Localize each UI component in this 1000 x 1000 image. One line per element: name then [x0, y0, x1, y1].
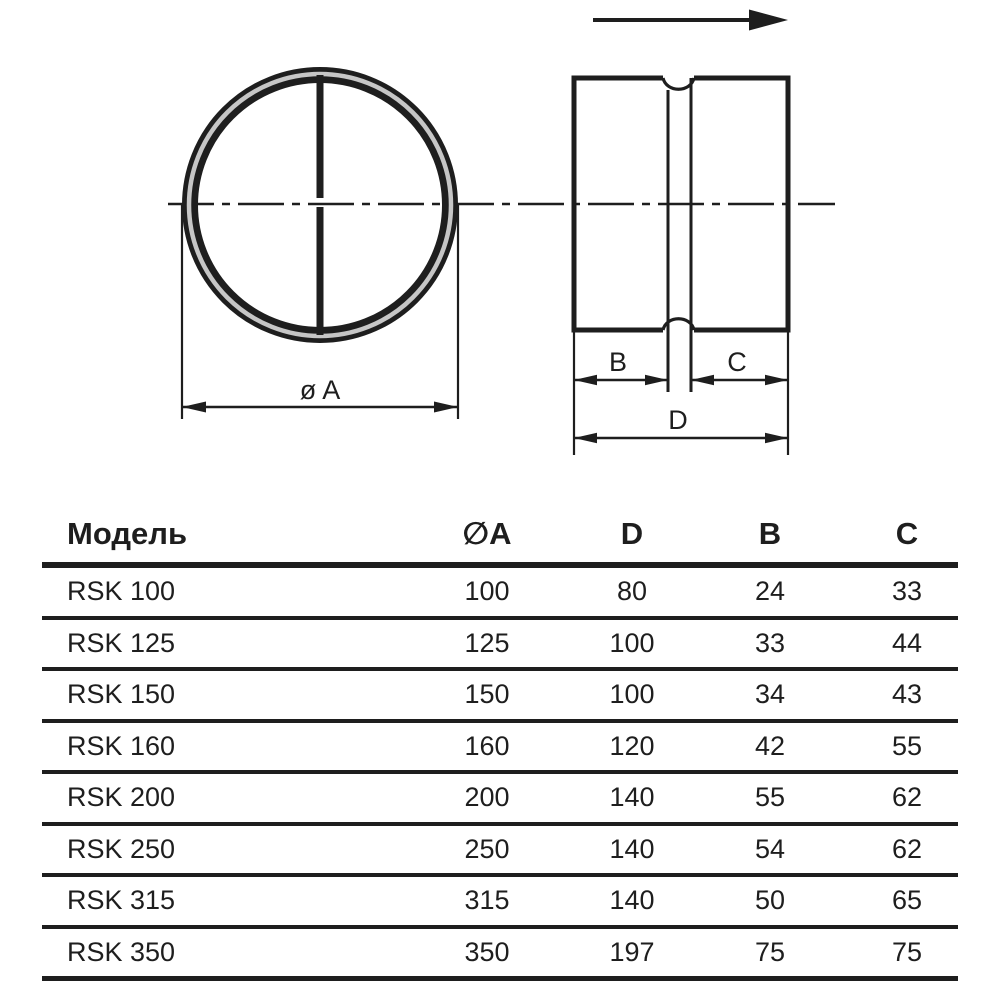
table-row	[42, 723, 958, 775]
bead-notch-top	[663, 78, 694, 89]
c-cell: 44	[891, 627, 923, 658]
b-cell: 34	[754, 679, 786, 709]
d-cell: 100	[609, 679, 655, 709]
d-cell: 140	[609, 885, 655, 915]
duct-connector-drawing	[0, 0, 1000, 470]
b-label: B	[608, 347, 628, 377]
dimension-d	[574, 405, 788, 443]
table-row	[42, 568, 958, 620]
c-cell: 65	[891, 885, 923, 915]
a-cell: 150	[464, 679, 510, 709]
dimension-c	[691, 347, 788, 385]
a-cell: 250	[464, 833, 510, 864]
header-model: Модель	[67, 516, 188, 551]
a-cell: 315	[464, 885, 510, 915]
header-c: C	[895, 516, 919, 551]
c-cell: 62	[891, 833, 923, 864]
table-row	[42, 620, 958, 672]
model-cell: RSK 160	[67, 730, 176, 761]
table-row	[42, 929, 958, 982]
b-cell: 50	[754, 885, 786, 915]
table-header-row	[42, 505, 958, 568]
d-cell: 140	[609, 833, 655, 864]
b-cell: 24	[754, 576, 786, 606]
header-b: B	[758, 516, 782, 551]
c-label: C	[727, 347, 747, 377]
d-cell: 197	[609, 936, 655, 967]
model-cell: RSK 350	[67, 936, 176, 967]
header-d: D	[620, 516, 644, 551]
a-cell: 100	[464, 576, 510, 606]
table-row	[42, 671, 958, 723]
flow-direction-arrow-icon	[593, 10, 788, 31]
model-cell: RSK 150	[67, 679, 176, 709]
a-cell: 125	[464, 627, 510, 658]
a-cell: 350	[464, 936, 510, 967]
diameter-a-label: ø A	[299, 375, 341, 405]
c-cell: 43	[891, 679, 923, 709]
b-cell: 54	[754, 833, 786, 864]
b-cell: 33	[754, 627, 786, 658]
d-cell: 120	[609, 730, 655, 761]
d-cell: 140	[609, 782, 655, 812]
model-cell: RSK 200	[67, 782, 176, 812]
model-cell: RSK 100	[67, 576, 176, 606]
b-cell: 55	[754, 782, 786, 812]
model-cell: RSK 315	[67, 885, 176, 915]
c-cell: 62	[891, 782, 923, 812]
model-cell: RSK 125	[67, 627, 176, 658]
model-cell: RSK 250	[67, 833, 176, 864]
c-cell: 33	[891, 576, 923, 606]
d-label: D	[668, 405, 688, 435]
c-cell: 75	[891, 936, 923, 967]
spec-table	[42, 505, 958, 981]
table-row	[42, 774, 958, 826]
a-cell: 160	[464, 730, 510, 761]
d-cell: 100	[609, 627, 655, 658]
a-cell: 200	[464, 782, 510, 812]
table-row	[42, 877, 958, 929]
d-cell: 80	[616, 576, 648, 606]
table-row	[42, 826, 958, 878]
b-cell: 42	[754, 730, 786, 761]
b-cell: 75	[754, 936, 786, 967]
side-view-body	[572, 76, 791, 456]
header-diameter-a: ∅A	[462, 516, 512, 551]
c-cell: 55	[891, 730, 923, 761]
dimension-b	[574, 347, 668, 385]
